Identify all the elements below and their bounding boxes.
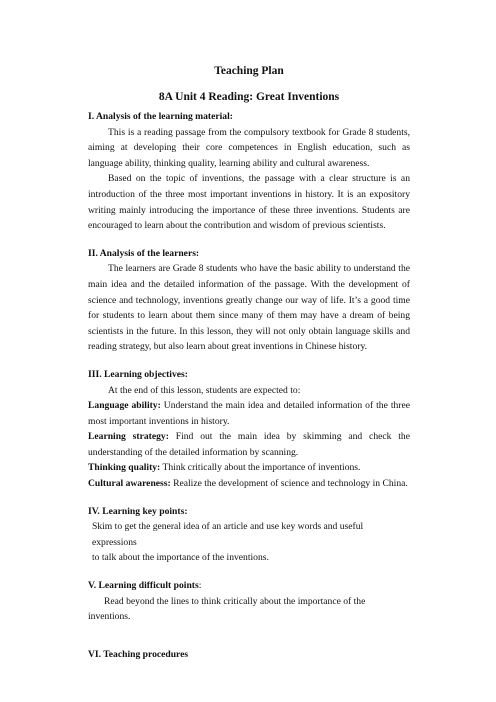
section-heading: VI. Teaching procedures <box>88 648 189 660</box>
objective-text: Find out the main idea by skimming and check the understanding of the detailed information by scanning. <box>88 431 410 458</box>
objective-text: Understand the main idea and detailed information of the three most important inventions in history. <box>88 400 410 427</box>
section-teaching-procedures <box>88 647 410 663</box>
section-heading <box>88 578 410 594</box>
section-heading: II. Analysis of the learners: <box>88 247 200 259</box>
objective-item <box>88 460 410 476</box>
objective-text: Think critically about the importance of inventions. <box>160 462 361 474</box>
paragraph: Read beyond the lines to think critically about the importance of the inventions. <box>88 595 366 623</box>
section-analysis-material <box>88 109 410 234</box>
paragraph-line: Skim to get the general idea of an article and use key words and useful expressions <box>92 521 364 548</box>
objective-label: Language ability: <box>88 400 161 412</box>
heading-text: V. Learning difficult points <box>88 580 199 592</box>
paragraph: This is a reading passage from the compulsory textbook for Grade 8 students, aiming at developing their core competences in English education, such as language ability, thinking quality, learning ability and cultural awareness. <box>88 126 410 169</box>
objective-item <box>88 429 410 460</box>
section-analysis-learners <box>88 246 410 355</box>
section-key-points <box>88 504 410 566</box>
objective-label: Cultural awareness: <box>88 478 171 490</box>
section-difficult-points <box>88 578 410 625</box>
objective-item <box>88 476 410 492</box>
objective-item <box>88 398 410 429</box>
paragraph: The learners are Grade 8 students who have the basic ability to understand the main idea and the detailed information of the passage. With the development of science and technology, inventions greatly change our way of life. It’s a good time for students to learn about them since many of them may have a dream of being scientists in the future. In this lesson, they will not only obtain language skills and reading strategy, but also learn about great inventions in Chinese history. <box>88 263 410 353</box>
objective-label: Learning strategy: <box>88 431 169 443</box>
heading-colon: : <box>198 580 202 592</box>
paragraph: Based on the topic of inventions, the passage with a clear structure is an introduction of the three most important inventions in history. It is an expository writing mainly introducing the importance of these three inventions. Students are encouraged to learn about the contribution and wisdom of previous scientists. <box>88 173 410 232</box>
section-learning-objectives <box>88 367 410 492</box>
document-subtitle: 8A Unit 4 Reading: Great Inventions <box>158 91 340 103</box>
section-heading: I. Analysis of the learning material: <box>88 111 233 122</box>
paragraph-line: to talk about the importance of the inventions. <box>92 552 269 564</box>
paragraph: At the end of this lesson, students are expected to: <box>108 384 301 396</box>
document-title: Teaching Plan <box>214 65 284 77</box>
objective-text: Realize the development of science and technology in China. <box>170 478 408 490</box>
objective-label: Thinking quality: <box>88 462 161 474</box>
document-content <box>88 64 410 662</box>
section-heading: IV. Learning key points: <box>88 505 188 517</box>
section-heading: III. Learning objectives: <box>88 368 188 380</box>
